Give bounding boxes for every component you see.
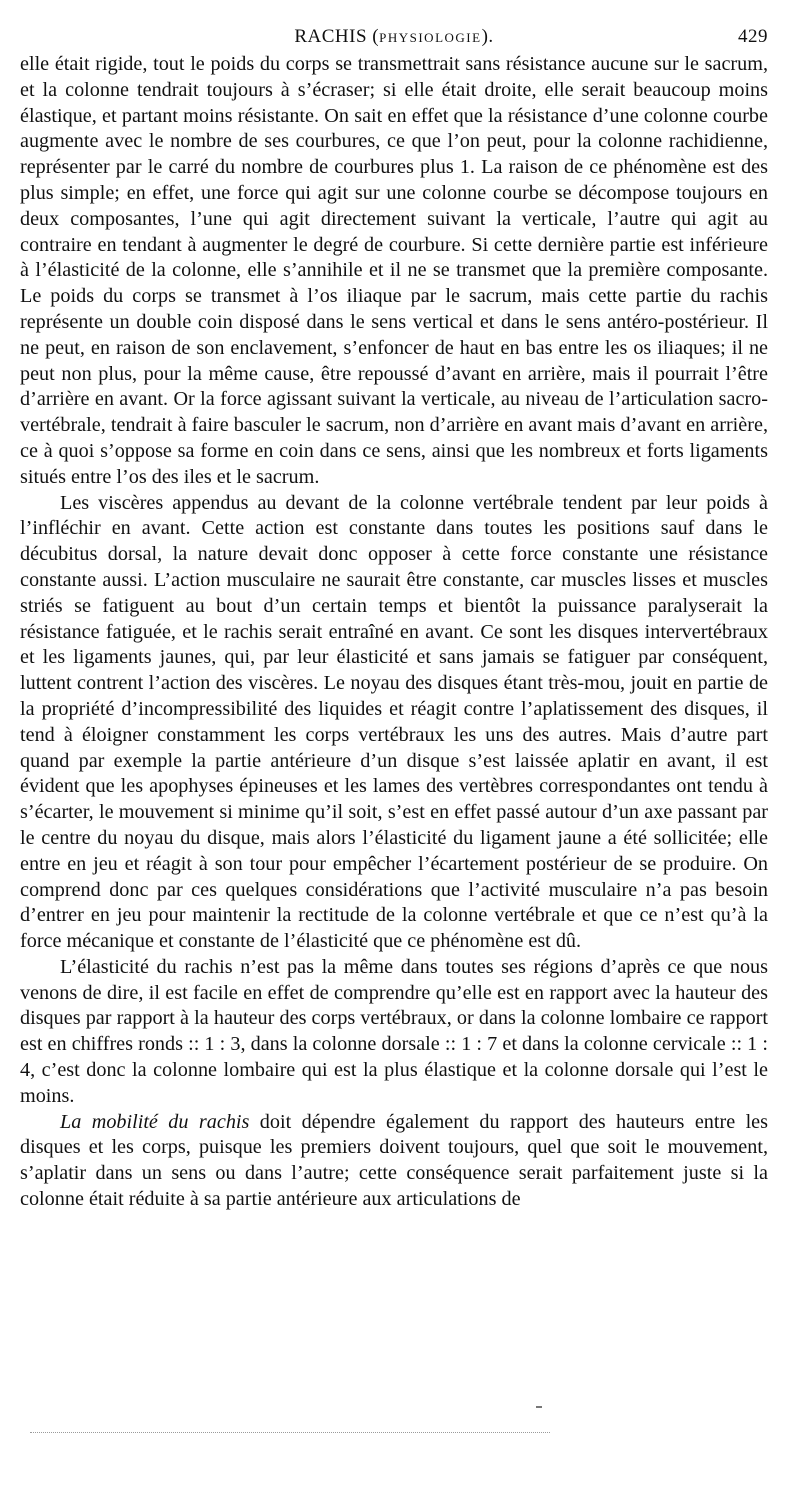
paragraph-3 <box>20 955 768 1110</box>
running-title <box>20 26 768 48</box>
paragraph-1-text: elle était rigide, tout le poids du corps se transmettrait sans résistance aucune sur le sacrum, et la colonne tendrait toujours à s’écraser; si elle était droite, elle serait beaucoup moins élastique, et partant moins résistante. On sait en effet que la résistance d’une colonne courbe augmente avec le nombre de ses courbures, ce que l’on peut, pour la colonne rachidienne, représenter par le carré du nombre de courbures plus 1. La raison de ce phénomène est des plus simple; en effet, une force qui agit sur une colonne courbe se décompose toujours en deux composantes, l’une qui agit directement suivant la verticale, l’autre qui agit au contraire en tendant à augmenter le degré de courbure. Si cette dernière partie est inférieure à l’élasticité de la colonne, elle s’annihile et il ne se transmet que la première composante. Le poids du corps se transmet à l’os iliaque par le sacrum, mais cette partie du rachis représente un double coin disposé dans le sens vertical et dans le sens antéro-postérieur. Il ne peut, en raison de son enclavement, s’enfoncer de haut en bas entre les os iliaques; il ne peut non plus, pour la même cause, être repoussé d’avant en arrière, mais il pourrait l’être d’arrière en avant. Or la force agissant suivant la verticale, au niveau de l’articulation sacro-vertébrale, tendrait à faire basculer le sacrum, non d’arrière en avant mais d’avant en arrière, ce à quoi s’oppose sa forme en coin dans ce sens, ainsi que les nombreux et forts ligaments situés entre l’os des iles et le sacrum. <box>20 53 768 488</box>
paragraph-3-text: L’élasticité du rachis n’est pas la même dans toutes ses régions d’après ce que nous venons de dire, il est facile en effet de comprendre qu’elle est en rapport avec la hauteur des disques par rapport à la hauteur des corps vertébraux, or dans la colonne lombaire ce rapport est en chiffres ronds :: 1 : 3, dans la colonne dorsale :: 1 : 7 et dans la colonne cervicale :: 1 : 4, c’est donc la colonne lombaire qui est la plus élastique et la colonne dorsale qui l’est le moins. <box>20 955 768 1107</box>
paragraph-4 <box>20 1110 768 1213</box>
page-number: 429 <box>738 26 768 47</box>
book-page <box>20 26 768 1213</box>
running-head <box>20 26 768 52</box>
paragraph-4-text: doit dépendre également du rapport des hauteurs entre les disques et les corps, puisque les premiers doivent toujours, quel que soit le mouvement, s’aplatir dans un sens ou dans l’autre; cette conséquence serait parfaitement juste si la colonne était réduite à sa partie antérieure aux articulations de <box>20 1110 769 1211</box>
paragraph-4-italic-lead: La mobilité du rachis <box>60 1110 250 1133</box>
paragraph-1 <box>20 52 768 491</box>
print-mark <box>536 1406 542 1408</box>
running-title-subtitle: PHYSIOLOGIE <box>379 30 482 45</box>
running-title-main: RACHIS ( <box>294 26 380 47</box>
body-text <box>20 52 768 1213</box>
running-title-end: ). <box>481 26 494 47</box>
paragraph-2 <box>20 491 768 955</box>
footer-dotted-rule <box>30 1432 550 1433</box>
paragraph-2-text: Les viscères appendus au devant de la colonne vertébrale tendent par leur poids à l’infléchir en avant. Cette action est constante dans toutes les positions sauf dans le décubitus dorsal, la nature devait donc opposer à cette force constante une résistance constante aussi. L’action musculaire ne saurait être constante, car muscles lisses et muscles striés se fatiguent au bout d’un certain temps et bientôt la puissance paralyserait la résistance fatiguée, et le rachis serait entraîné en avant. Ce sont les disques intervertébraux et les ligaments jaunes, qui, par leur élasticité et sans jamais se fatiguer par conséquent, luttent contrent l’action des viscères. Le noyau des disques étant très-mou, jouit en partie de la propriété d’incompressibilité des liquides et réagit contre l’aplatissement des disques, il tend à éloigner constamment les corps vertébraux les uns des autres. Mais d’autre part quand par exemple la partie antérieure d’un disque s’est laissée aplatir en avant, il est évident que les apophyses épineuses et les lames des vertèbres correspondantes ont tendu à s’écarter, le mouvement si minime qu’il soit, s’est en effet passé autour d’un axe passant par le centre du noyau du disque, mais alors l’élasticité du ligament jaune a été sollicitée; elle entre en jeu et réagit à son tour pour empêcher l’écartement postérieur de se produire. On comprend donc par ces quelques considérations que l’activité musculaire n’a pas besoin d’entrer en jeu pour maintenir la rectitude de la colonne vertébrale et que ce n’est qu’à la force mécanique et constante de l’élasticité que ce phénomène est dû. <box>20 491 768 953</box>
